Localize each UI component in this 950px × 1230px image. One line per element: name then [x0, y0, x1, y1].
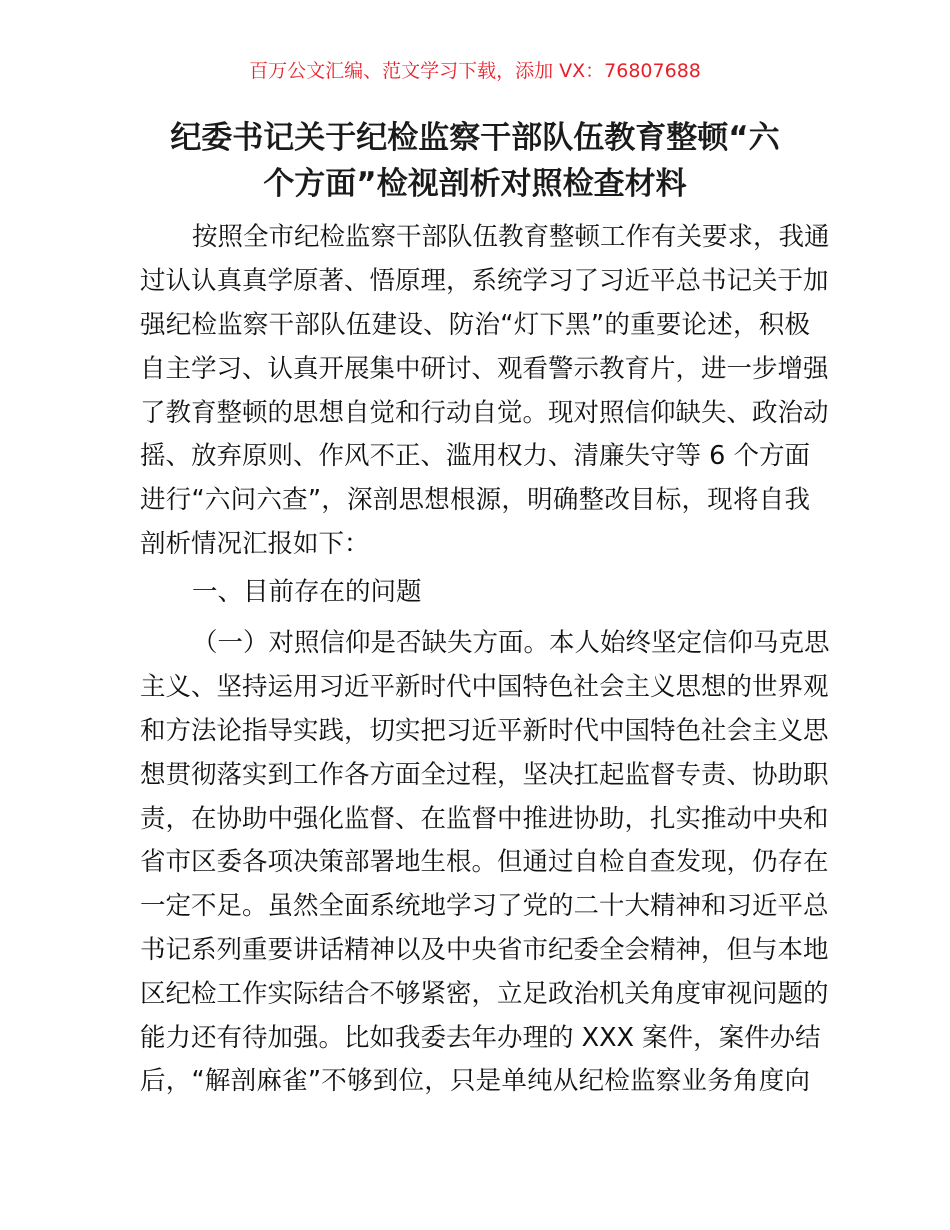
- intro-line: 按照全市纪检监察干部队伍教育整顿工作有关要求，我通: [192, 222, 830, 252]
- para-line: 责，在协助中强化监督、在监督中推进协助，扎实推动中央和: [140, 804, 829, 834]
- document-title-line-2: 个方面”检视剖析对照检查材料: [263, 166, 687, 202]
- intro-line: 进行“六问六查”，深剖思想根源，明确整改目标，现将自我: [140, 485, 810, 515]
- document-title-line-1: 纪委书记关于纪检监察干部队伍教育整顿“六: [170, 120, 780, 156]
- intro-line: 强纪检监察干部队伍建设、防治“灯下黑”的重要论述，积极: [140, 310, 810, 340]
- watermark-header: 百万公文汇编、范文学习下载，添加 VX：76807688: [249, 60, 701, 82]
- para-line: 区纪检工作实际结合不够紧密，立足政治机关角度审视问题的: [140, 979, 829, 1009]
- para-line: 想贯彻落实到工作各方面全过程，坚决扛起监督专责、协助职: [140, 760, 829, 790]
- intro-line: 了教育整顿的思想自觉和行动自觉。现对照信仰缺失、政治动: [140, 398, 829, 428]
- para-line: 后，“解剖麻雀”不够到位，只是单纯从纪检监察业务角度向: [140, 1066, 810, 1096]
- para-line: 一定不足。虽然全面系统地学习了党的二十大精神和习近平总: [140, 891, 829, 921]
- para-line: 主义、坚持运用习近平新时代中国特色社会主义思想的世界观: [140, 672, 829, 702]
- para-line: （一）对照信仰是否缺失方面。本人始终坚定信仰马克思: [192, 628, 830, 658]
- section-heading: 一、目前存在的问题: [192, 577, 422, 607]
- intro-line: 过认认真真学原著、悟原理，系统学习了习近平总书记关于加: [140, 266, 829, 296]
- intro-line: 摇、放弃原则、作风不正、滥用权力、清廉失守等 6 个方面: [140, 441, 810, 471]
- para-line: 和方法论指导实践，切实把习近平新时代中国特色社会主义思: [140, 716, 829, 746]
- intro-line: 剖析情况汇报如下：: [140, 529, 370, 559]
- para-line: 省市区委各项决策部署地生根。但通过自检自查发现，仍存在: [140, 847, 829, 877]
- intro-line: 自主学习、认真开展集中研讨、观看警示教育片，进一步增强: [140, 354, 829, 384]
- para-line: 书记系列重要讲话精神以及中央省市纪委全会精神，但与本地: [140, 935, 829, 965]
- para-line: 能力还有待加强。比如我委去年办理的 XXX 案件，案件办结: [140, 1023, 821, 1053]
